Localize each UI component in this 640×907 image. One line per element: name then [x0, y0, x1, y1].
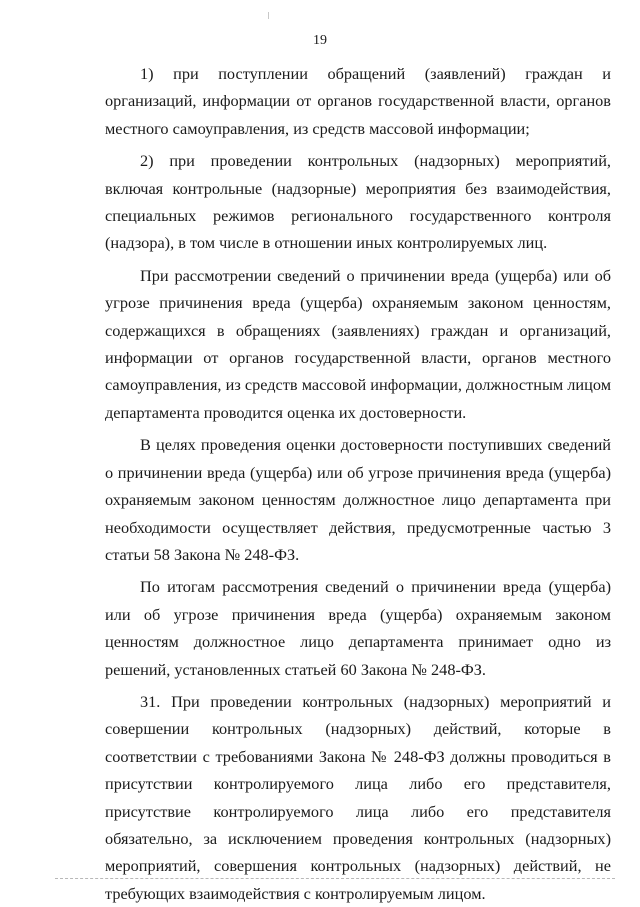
- page-number: 19: [313, 33, 327, 48]
- scan-artifact: [268, 12, 269, 19]
- paragraph-item-1: 1) при поступлении обращений (заявлений) граждан и организаций, информации от органов государственной власти, органов местного самоуправления, из средств массовой информации;: [105, 64, 611, 138]
- paragraph-clause-31: 31. При проведении контрольных (надзорных) мероприятий и совершении контрольных (надзорных) действий, которые в соответствии с требованиями Закона № 248-ФЗ должны проводиться в присутствии контролируемого лица либо его представителя, присутствие контролируемого лица либо его представителя обязательно, за исключением проведения контрольных (надзорных) мероприятий, совершения контрольных (надзорных) действий, не требующих взаимодействия с контролируемым лицом.: [105, 691, 611, 903]
- paragraph-decision: По итогам рассмотрения сведений о причинении вреда (ущерба) или об угрозе причинения вреда (ущерба) охраняемым законом ценностям должностное лицо департамента принимает одно из решений, установленных статьей 60 Закона № 248-ФЗ.: [105, 577, 611, 679]
- paragraph-item-2: 2) при проведении контрольных (надзорных) мероприятий, включая контрольные (надзорные) мероприятия без взаимодействия, специальных режимов регионального государственного контроля (надзора), в том числе в отношении иных контролируемых лиц.: [105, 151, 611, 253]
- page-bottom-divider: [55, 878, 615, 879]
- document-body: [105, 60, 611, 907]
- paragraph-verification: В целях проведения оценки достоверности поступивших сведений о причинении вреда (ущерба) или об угрозе причинения вреда (ущерба) охраняемым законом ценностям должностное лицо департамента при необходимости осуществляет действия, предусмотренные частью 3 статьи 58 Закона № 248-ФЗ.: [105, 435, 611, 564]
- paragraph-assessment: При рассмотрении сведений о причинении вреда (ущерба) или об угрозе причинения вреда (ущерба) охраняемым законом ценностям, содержащихся в обращениях (заявлениях) граждан и организаций, информации от органов государственной власти, органов местного самоуправления, из средств массовой информации, должностным лицом департамента проводится оценка их достоверности.: [105, 265, 611, 422]
